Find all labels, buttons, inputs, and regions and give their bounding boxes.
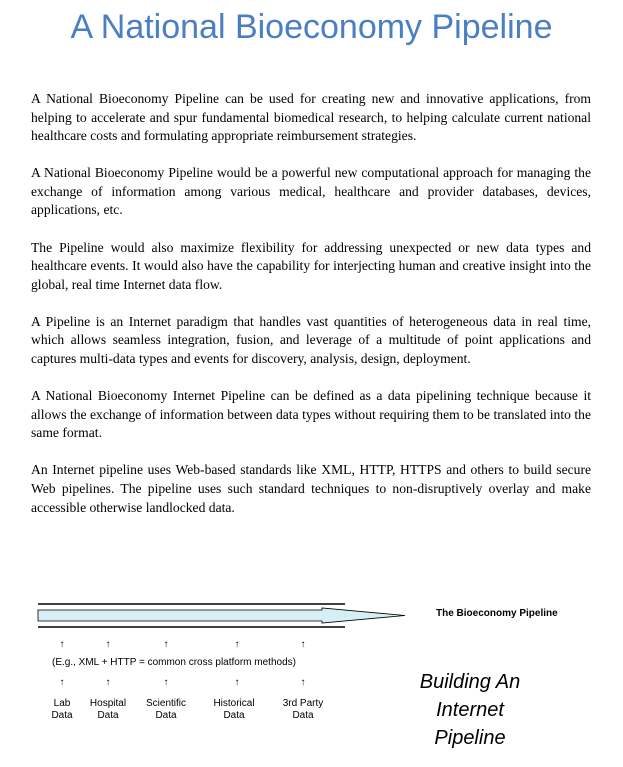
source-line: Scientific [145, 698, 186, 709]
caption-line: Pipeline [434, 727, 506, 749]
source-line: Data [51, 710, 73, 721]
paragraph-2: A National Bioeconomy Pipeline would be a powerful new computational approach for managing the exchange of information among various medical, healthcare and provider databases, devices, applications, etc. [31, 165, 591, 218]
source-line: Data [223, 710, 245, 721]
up-arrow-icon: ↑ [59, 677, 65, 688]
source-third-party-data [268, 698, 338, 722]
paragraph-3: The Pipeline would also maximize flexibility for addressing unexpected or new data types and healthcare events. It would also have the capability for interjecting human and creative insight into the global, real time Internet data flow. [31, 239, 591, 292]
pipeline-arrow [38, 608, 405, 623]
source-line: Historical [213, 698, 255, 709]
building-caption [405, 668, 535, 752]
methods-note: (E.g., XML + HTTP = common cross platform methods) [52, 657, 296, 668]
up-arrow-icon: ↑ [163, 639, 169, 650]
source-historical-data [199, 698, 269, 722]
source-scientific-data [131, 698, 201, 722]
up-arrow-icon: ↑ [59, 639, 65, 650]
up-arrow-icon: ↑ [300, 639, 306, 650]
source-line: Hospital [89, 698, 127, 709]
source-line: Lab [53, 698, 71, 709]
pipeline-label: The Bioeconomy Pipeline [436, 608, 558, 619]
source-line: Data [292, 710, 314, 721]
pipeline-diagram [0, 596, 623, 767]
source-line: Data [155, 710, 177, 721]
paragraph-6: An Internet pipeline uses Web-based standards like XML, HTTP, HTTPS and others to build secure Web pipelines. The pipeline uses such standard techniques to non-disruptively overlay and make accessible otherwise landlocked data. [31, 462, 591, 515]
up-arrow-icon: ↑ [234, 677, 240, 688]
up-arrow-icon: ↑ [105, 639, 111, 650]
up-arrow-icon: ↑ [105, 677, 111, 688]
source-line: 3rd Party [282, 698, 324, 709]
paragraph-5: A National Bioeconomy Internet Pipeline can be defined as a data pipelining technique because it allows the exchange of information between data types without requiring them to be translated into the same format. [31, 388, 591, 441]
paragraph-1: A National Bioeconomy Pipeline can be used for creating new and innovative applications, from helping to accelerate and spur fundamental biomedical research, to helping calculate current national healthcare costs and formulating appropriate reimbursement strategies. [31, 91, 591, 144]
source-line: Data [97, 710, 119, 721]
up-arrow-icon: ↑ [163, 677, 169, 688]
body-text [31, 90, 591, 536]
up-arrow-icon: ↑ [234, 639, 240, 650]
page-title: A National Bioeconomy Pipeline [70, 8, 553, 46]
caption-line: Internet [436, 699, 504, 721]
paragraph-4: A Pipeline is an Internet paradigm that handles vast quantities of heterogeneous data in real time, which allows seamless integration, fusion, and leverage of a multitude of point applications and captures multi-data types and events for discovery, analysis, design, deployment. [31, 313, 591, 367]
caption-line: Building An [419, 671, 521, 693]
up-arrow-icon: ↑ [300, 677, 306, 688]
